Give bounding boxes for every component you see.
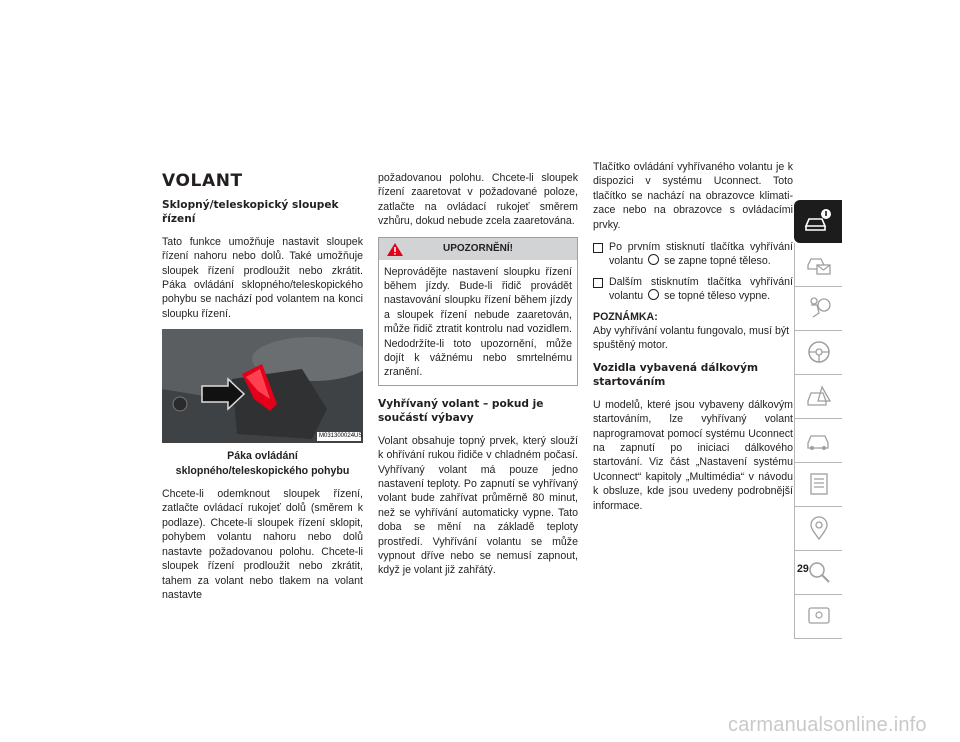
car-info-icon[interactable]: [794, 200, 842, 243]
car-crash-icon[interactable]: [794, 375, 842, 419]
lever-illustration: [162, 329, 363, 443]
warning-header: [379, 238, 577, 260]
bullet-text: Po prvním stisknutí tlačítka vyhřívání volantu: [609, 241, 793, 268]
warning-text: Neprovádějte nastavení sloupku řízení během jízdy. Bude-li řidič provádět nastavování sloupku řízení během jízdy a sloupek řízení nebude zaaretován, může řidič ztratit kontrolu nad vozidlem. Nedodržíte-li toto upozornění, může dojít k vážnému nebo smrtelnému zranění.: [384, 265, 572, 379]
car-service-icon[interactable]: [794, 419, 842, 463]
paragraph: Volant obsahuje topný prvek, který slouží k ohřívání rukou řidiče v chladném počasí. Vyhřívaný volant má pouze jedno nastavení teploty. Po zapnutí se vyhřívaný volant bude zahřívat průměrně 80 minut, než se vyhřívání automaticky vypne. Tato doba se mění na základě teploty prostředí. Vyhřívání volantu se může vypnout dříve nebo se nemusí zapnout, když je volant již zahřátý.: [378, 434, 578, 577]
car-mail-icon[interactable]: [794, 243, 842, 287]
paragraph: Tato funkce umožňuje nastavit sloupek řízení nahoru nebo dolů. Také umožňuje sloupek řízení prodloužit nebo zkrátit. Páka ovládání sklopného/teleskopického pohybu se nachází pod volantem na konci sloupku řízení.: [162, 235, 363, 320]
warning-triangle-icon: [386, 242, 404, 257]
paragraph: U modelů, které jsou vybaveny dálkovým startováním, lze vyhřívaný volant naprogramovat pomocí systému Uconnect na zapnutí po iniciaci dálkového startování. Viz část „Nastavení systému Uconnect“ kapitoly „Multimédia“ v návodu k obsluze, kde jsou uvedeny podrobnější informace.: [593, 398, 793, 512]
heated-wheel-icon: [648, 254, 659, 265]
note-text: Aby vyhřívání volantu fungovalo, musí být spuštěný motor.: [593, 325, 790, 352]
paragraph: Tlačítko ovládání vyhřívaného volantu je k dispozici v systému Uconnect. Toto tlačítko se nachází na obrazovce klimatizace nebo na obrazovce s ovládacími prvky.: [593, 161, 793, 231]
list-item: [593, 240, 793, 269]
column-2: [378, 171, 578, 586]
subtitle-heated-wheel: Vyhřívaný volant – pokud je součástí výbavy: [378, 397, 544, 425]
column-1: [162, 198, 363, 610]
section-title: VOLANT: [162, 171, 243, 191]
bullet-text-end: se topné těleso vypne.: [664, 290, 771, 303]
watermark: carmanualsonline.info: [728, 714, 927, 736]
airbag-icon[interactable]: [794, 287, 842, 331]
figure-code: M031300024US: [319, 433, 363, 440]
figure-caption: Páka ovládání sklopného/teleskopického pohybu: [175, 450, 350, 477]
checkbox-bullet-icon: [593, 243, 603, 253]
subtitle-remote-start: Vozidla vybavená dálkovým startováním: [593, 361, 759, 389]
warning-title: UPOZORNĚNÍ!: [443, 242, 513, 254]
steering-wheel-icon[interactable]: [794, 331, 842, 375]
checklist-icon[interactable]: [794, 463, 842, 507]
warning-box: [378, 237, 578, 386]
bullet-text: Dalším stisknutím tlačítka vyhřívání volantu: [609, 275, 793, 303]
checkbox-bullet-icon: [593, 278, 603, 288]
paragraph: Chcete-li odemknout sloupek řízení, zatlačte ovládací rukojeť dolů (směrem k podlaze). Chcete-li sloupek řízení sklopit, pohybem volantu nahoru nebo dolů nastavte požadovanou polohu. Chcete-li sloupek řízení prodloužit nebo zkrátit, tahem za volant nebo tlakem na volant nastavte: [162, 488, 363, 601]
figure-tilt-lever: [162, 329, 363, 443]
note-title: POZNÁMKA:: [593, 310, 658, 323]
multimedia-icon[interactable]: [794, 595, 842, 639]
subtitle-tilt-telescope: Sklopný/teleskopický sloupek řízení: [162, 199, 339, 226]
page-number: 29: [797, 563, 809, 575]
paragraph: požadovanou polohu. Chcete-li sloupek řízení zaaretovat v požadované poloze, zatlačte na ovládací rukojeť směrem vzhůru, dokud nebude zcela zaaretována.: [378, 172, 578, 228]
heated-wheel-icon: [648, 289, 659, 300]
gps-icon[interactable]: [794, 507, 842, 551]
list-item: [593, 275, 793, 304]
bullet-text-end: se zapne topné těleso.: [664, 255, 771, 268]
column-3: [593, 160, 793, 521]
